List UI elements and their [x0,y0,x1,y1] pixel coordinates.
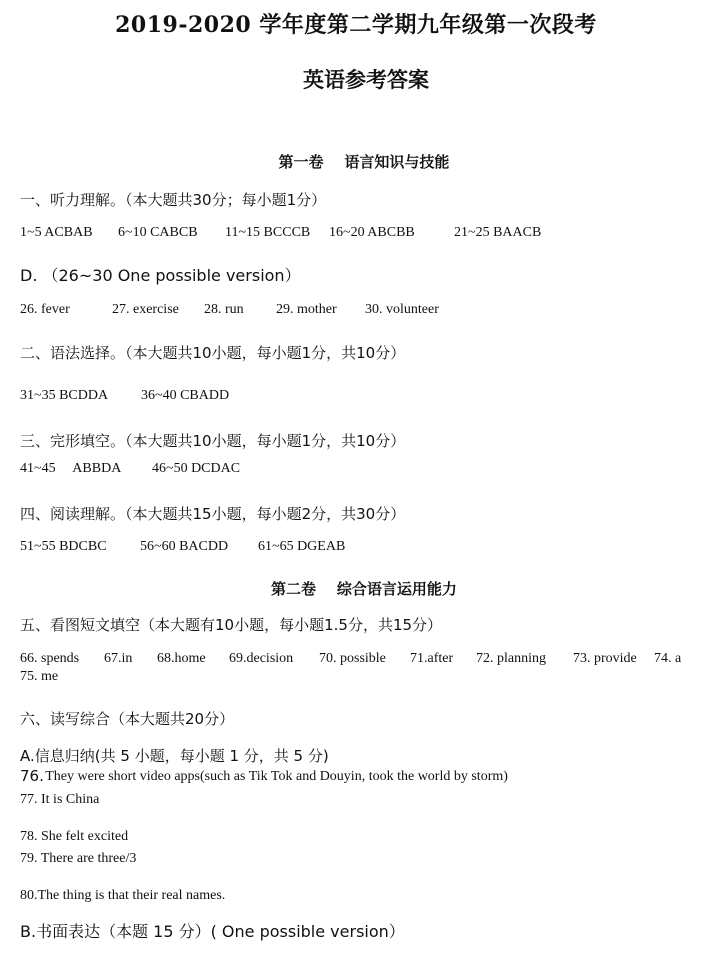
answer-79: 79. There are three/3 [20,851,137,866]
document-subtitle: 英语参考答案 [303,67,429,92]
grammar-heading: 二、语法选择。（本大题共10小题，每小题1分，共10分） [20,344,406,362]
answer-group: 41~45 ABBDA [20,461,122,476]
answer-80: 80.The thing is that their real names. [20,888,226,903]
answer-group: 31~35 BCDDA [20,388,109,403]
answer-group: 36~40 CBADD [141,388,230,403]
section-a-heading: A.信息归纳(共 5 小题，每小题 1 分，共 5 分) [20,747,329,765]
answer-group: 6~10 CABCB [118,225,198,240]
answer-item: 72. planning [476,651,546,666]
answer-76-number: 76. [20,767,44,785]
answer-item: 27. exercise [112,302,179,317]
picture-cloze-answers-line2 [20,669,59,701]
part2-heading: 第二卷 综合语言运用能力 [271,580,457,598]
answer-77: 77. It is China [20,792,100,807]
answer-group: 46~50 DCDAC [152,461,241,476]
answer-item: 66. spends [20,651,80,666]
answer-item: 67.in [104,651,133,666]
answer-group: 11~15 BCCCB [225,225,311,240]
answer-item: 30. volunteer [365,302,439,317]
answer-item: 73. provide [573,651,637,666]
answer-item: 28. run [204,302,244,317]
document-title: 2019-2020 学年度第二学期九年级第一次段考 [115,12,597,38]
answer-78: 78. She felt excited [20,829,129,844]
listening-heading: 一、听力理解。（本大题共30分；每小题1分） [20,191,327,209]
answer-item: 75. me [20,669,59,684]
answer-item: 69.decision [229,651,294,666]
answer-76-text: They were short video apps(such as Tik Tok and Douyin, took the world by storm) [42,769,508,784]
part-d-heading: D. （26~30 One possible version） [20,266,301,285]
answer-group: 61~65 DGEAB [258,539,346,554]
answer-group: 51~55 BDCBC [20,539,107,554]
answer-item: 74. a [654,651,682,666]
answer-group: 56~60 BACDD [140,539,229,554]
reading-heading: 四、阅读理解。（本大题共15小题，每小题2分，共30分） [20,505,406,523]
cloze-heading: 三、完形填空。（本大题共10小题，每小题1分，共10分） [20,432,406,450]
answer-group: 1~5 ACBAB [20,225,93,240]
answer-item: 26. fever [20,302,70,317]
picture-cloze-heading: 五、看图短文填空（本大题有10小题，每小题1.5分，共15分） [20,616,443,634]
answer-item: 71.after [410,651,454,666]
answer-item: 68.home [157,651,206,666]
answer-item: 70. possible [319,651,386,666]
answer-item: 29. mother [276,302,337,317]
answer-group: 16~20 ABCBB [329,225,415,240]
cloze-answers [20,461,241,509]
reading-writing-heading: 六、读写综合（本大题共20分） [20,710,235,728]
grammar-answers [20,388,230,436]
section-b-heading: B.书面表达（本题 15 分）( One possible version） [20,922,405,941]
part1-heading: 第一卷 语言知识与技能 [278,153,450,171]
answer-group: 21~25 BAACB [454,225,542,240]
